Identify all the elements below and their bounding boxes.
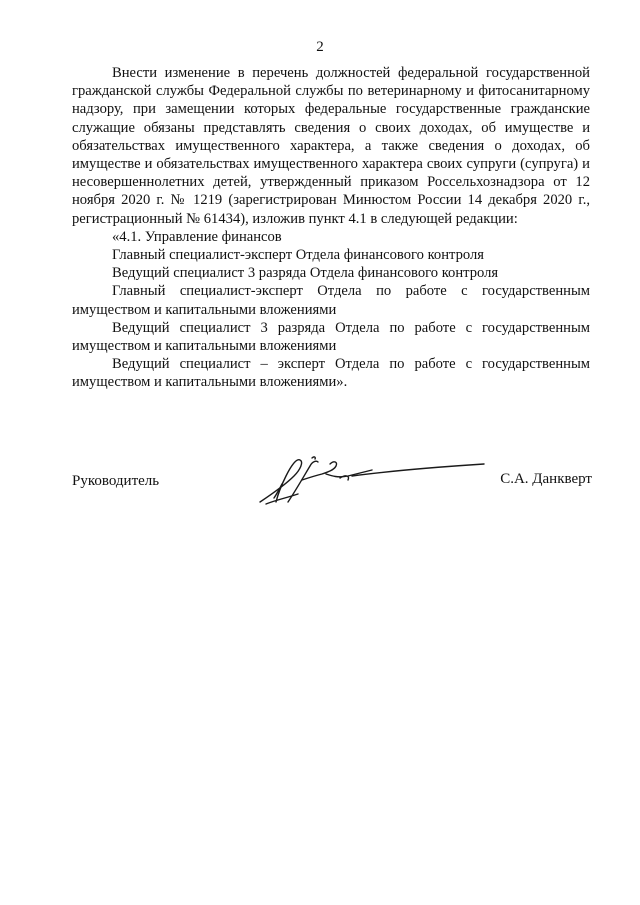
signer-name: С.А. Данкверт <box>500 471 592 487</box>
list-item: Главный специалист-эксперт Отдела финансового контроля <box>112 247 484 264</box>
signer-position: Руководитель <box>72 473 160 489</box>
intro-paragraph: Внести изменение в перечень должностей федеральной государственной гражданской службы Федеральной службы по ветеринарному и фитосанитарному надзору, при замещении которых федеральные государственные гражданские служащие обязаны представлять сведения о своих доходах, об имуществе и обязательствах имущественного характера, а также сведения о доходах, об имуществе и обязательствах имущественного характера своих супруги (супруга) и несовершеннолетних детей, утвержденный приказом Россельхознадзора от 12 ноября 2020 г. № 1219 (зарегистрирован Минюстом России 14 декабря 2020 г., регистрационный № 61434), изложив пункт 4.1 в следующей редакции: <box>72 65 590 227</box>
list-item: Ведущий специалист – эксперт Отдела по работе с государственным имуществом и капитальными вложениями». <box>72 356 590 391</box>
list-item: Ведущий специалист 3 разряда Отдела по работе с государственным имуществом и капитальными вложениями <box>72 319 590 355</box>
document-body <box>72 64 590 392</box>
list-item: «4.1. Управление финансов <box>112 228 282 245</box>
signature-block <box>72 462 592 522</box>
handwritten-signature <box>252 454 492 514</box>
list-item: Главный специалист-эксперт Отдела по работе с государственным имуществом и капитальными вложениями <box>72 283 590 318</box>
list-item: Ведущий специалист 3 разряда Отдела финансового контроля <box>112 265 499 282</box>
page-number: 2 <box>316 39 324 55</box>
